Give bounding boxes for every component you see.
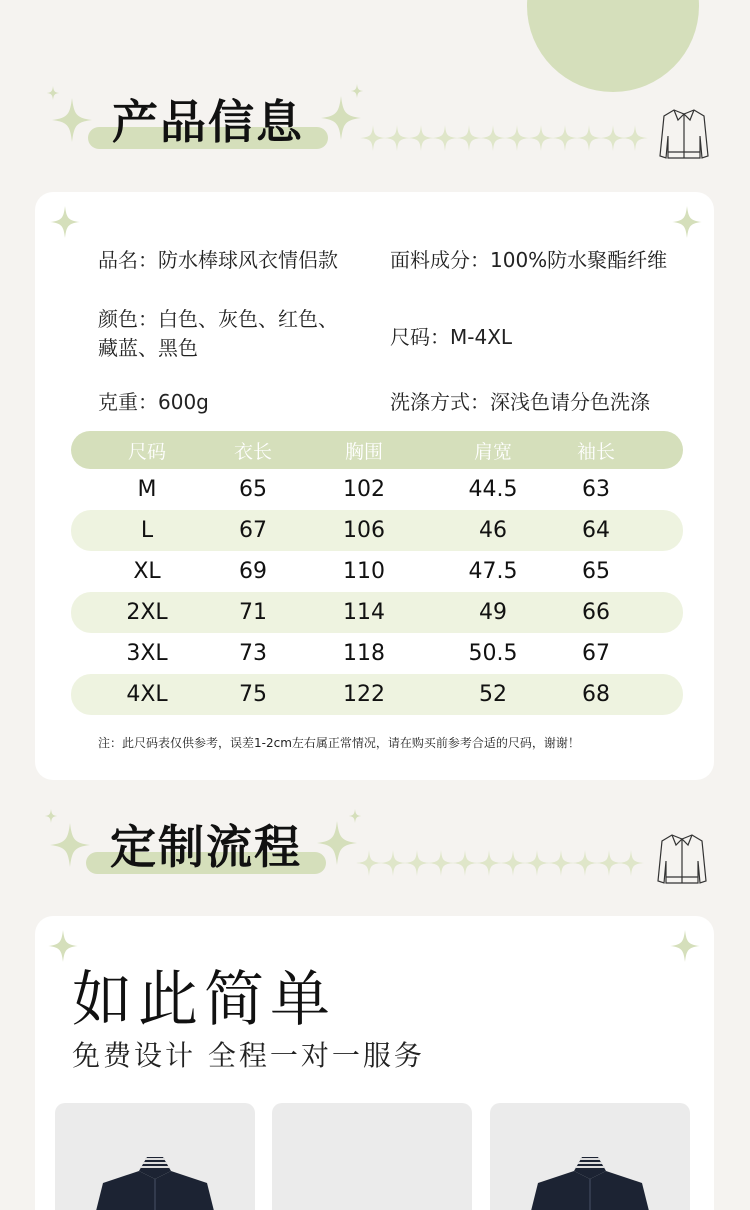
section-header-info: [0, 80, 750, 190]
table-cell: 106: [343, 518, 385, 543]
table-row: [71, 592, 683, 633]
product-size-range: 尺码：M-4XL: [390, 325, 513, 349]
table-row: [71, 633, 683, 674]
sparkle-row-icon: [356, 850, 646, 876]
sparkle-icon: [50, 206, 80, 238]
product-fabric: 面料成分：100%防水聚酯纤维: [390, 248, 668, 272]
sparkle-row-icon: [360, 125, 650, 151]
table-cell: 63: [582, 477, 610, 502]
table-cell: 65: [239, 477, 267, 502]
sparkle-icon: [320, 96, 362, 140]
section-title: 定制流程: [110, 820, 302, 874]
product-colors-line2: 藏蓝、黑色: [98, 336, 198, 360]
table-cell: 110: [343, 559, 385, 584]
table-cell: 64: [582, 518, 610, 543]
size-table-header: [71, 431, 683, 469]
jacket-outline-icon: [654, 831, 710, 887]
sparkle-icon: [44, 809, 58, 823]
header-cell: 衣长: [233, 440, 272, 463]
table-cell: 102: [343, 477, 385, 502]
process-headline: 如此简单: [72, 965, 336, 1035]
sparkle-icon: [350, 84, 364, 98]
table-cell: 49: [479, 600, 507, 625]
size-note: 注：此尺码表仅供参考，误差1-2cm左右属正常情况，请在购买前参考合适的尺码，谢谢！: [98, 736, 580, 750]
table-cell: M: [137, 477, 157, 502]
table-cell: L: [140, 518, 154, 543]
product-image: [490, 1103, 690, 1210]
table-row: [71, 510, 683, 551]
table-cell: 122: [343, 682, 385, 707]
table-row: [71, 469, 683, 510]
size-table: [71, 431, 683, 715]
sparkle-icon: [52, 98, 92, 142]
product-weight: 克重：600g: [98, 390, 209, 414]
section-header-process: [0, 805, 750, 915]
sparkle-icon: [670, 930, 700, 962]
sparkle-icon: [50, 823, 90, 867]
decorative-circle: [527, 0, 699, 92]
jacket-outline-icon: [656, 106, 712, 162]
section-title: 产品信息: [112, 95, 304, 149]
table-cell: XL: [133, 559, 161, 584]
table-cell: 71: [239, 600, 267, 625]
sparkle-icon: [672, 206, 702, 238]
table-row: [71, 674, 683, 715]
process-subline: 免费设计 全程一对一服务: [72, 1039, 425, 1072]
header-cell: 肩宽: [473, 440, 512, 463]
table-cell: 65: [582, 559, 610, 584]
table-cell: 4XL: [126, 682, 168, 707]
table-cell: 2XL: [126, 600, 168, 625]
jacket-image-icon: [518, 1153, 662, 1210]
sparkle-icon: [46, 86, 60, 100]
header-cell: 尺码: [127, 440, 166, 463]
table-cell: 67: [239, 518, 267, 543]
sparkle-icon: [348, 809, 362, 823]
sparkle-icon: [316, 821, 358, 865]
table-cell: 75: [239, 682, 267, 707]
table-cell: 50.5: [468, 641, 518, 666]
table-cell: 46: [479, 518, 507, 543]
table-cell: 3XL: [126, 641, 168, 666]
product-colors-line1: 颜色：白色、灰色、红色、: [98, 307, 338, 331]
header-cell: 胸围: [344, 440, 383, 463]
table-cell: 47.5: [468, 559, 518, 584]
jacket-image-icon: [83, 1153, 227, 1210]
table-cell: 67: [582, 641, 610, 666]
product-image: [272, 1103, 472, 1210]
table-cell: 114: [343, 600, 385, 625]
table-cell: 73: [239, 641, 267, 666]
table-cell: 66: [582, 600, 610, 625]
header-cell: 袖长: [576, 440, 615, 463]
table-cell: 52: [479, 682, 507, 707]
product-wash: 洗涤方式：深浅色请分色洗涤: [390, 390, 650, 414]
table-cell: 118: [343, 641, 385, 666]
table-cell: 69: [239, 559, 267, 584]
table-cell: 68: [582, 682, 610, 707]
table-cell: 44.5: [468, 477, 518, 502]
table-row: [71, 551, 683, 592]
product-name: 品名：防水棒球风衣情侣款: [98, 248, 338, 272]
product-image: [55, 1103, 255, 1210]
